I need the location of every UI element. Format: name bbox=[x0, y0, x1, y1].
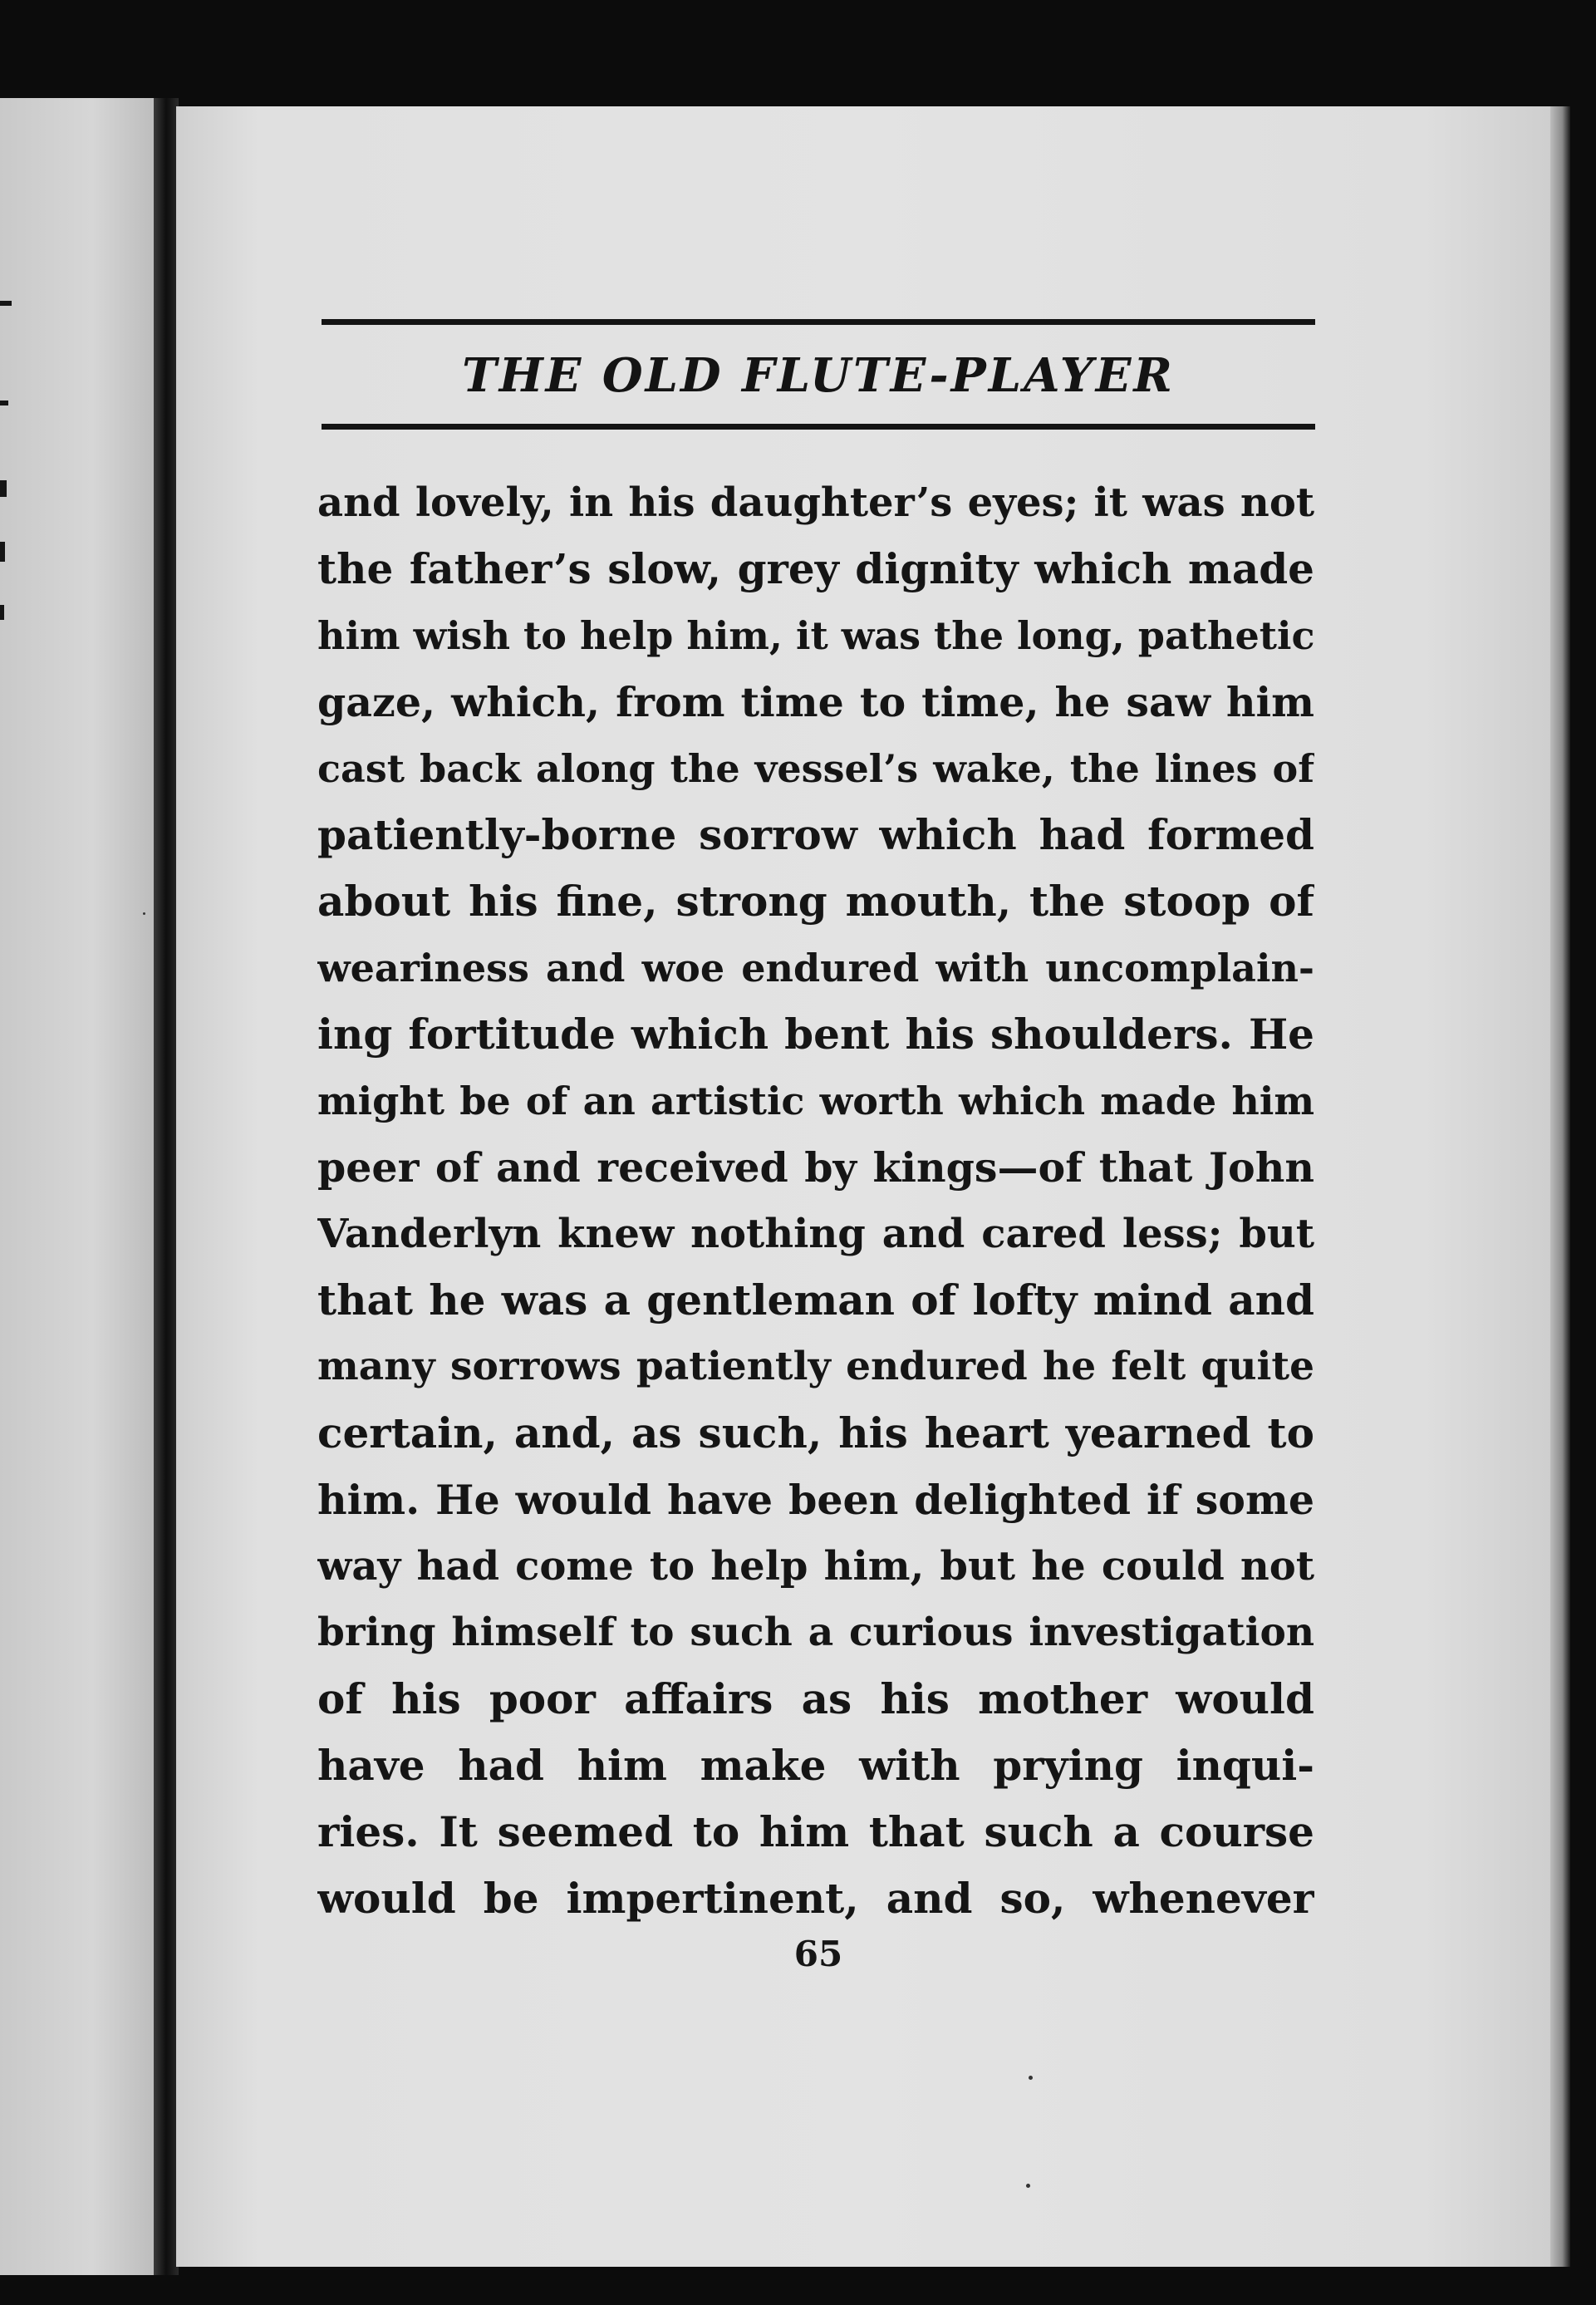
text-line: cast back along the vessel’s wake, the lines of bbox=[317, 746, 1314, 791]
text-line: many sorrows patiently endured he felt quite bbox=[317, 1344, 1314, 1389]
text-line: about his fine, strong mouth, the stoop of bbox=[317, 877, 1314, 926]
text-line: that he was a gentleman of lofty mind and bbox=[317, 1275, 1314, 1325]
paper-speck bbox=[1029, 2076, 1033, 2080]
paper-speck bbox=[143, 912, 145, 915]
previous-page-edge bbox=[0, 98, 154, 2275]
page-number: 65 bbox=[793, 1934, 843, 1974]
text-line: of his poor affairs as his mother would bbox=[317, 1674, 1314, 1723]
text-line: would be impertinent, and so, whenever bbox=[317, 1874, 1314, 1923]
previous-page-mark bbox=[0, 605, 4, 620]
text-line: ing fortitude which bent his shoulders. He bbox=[317, 1010, 1314, 1059]
previous-page-mark bbox=[0, 401, 8, 405]
previous-page-mark bbox=[0, 301, 12, 306]
page-right-edge bbox=[1550, 106, 1570, 2267]
text-line: weariness and woe endured with uncomplain- bbox=[317, 946, 1314, 990]
text-line: way had come to help him, but he could not bbox=[317, 1543, 1314, 1590]
running-head: THE OLD FLUTE-PLAYER bbox=[462, 348, 1175, 403]
previous-page-mark bbox=[0, 542, 5, 562]
text-line: have had him make with prying inqui- bbox=[317, 1741, 1314, 1790]
book-gutter bbox=[154, 98, 179, 2275]
header-rule-top bbox=[322, 319, 1315, 325]
body-text bbox=[317, 469, 1314, 1932]
text-line: him wish to help him, it was the long, pathetic bbox=[317, 613, 1314, 658]
text-line: and lovely, in his daughter’s eyes; it was not bbox=[317, 479, 1314, 526]
text-line: ries. It seemed to him that such a course bbox=[317, 1807, 1314, 1856]
header-rule-bottom bbox=[322, 424, 1315, 430]
text-line: certain, and, as such, his heart yearned to bbox=[317, 1408, 1314, 1457]
text-line: patiently-borne sorrow which had formed bbox=[317, 810, 1314, 859]
text-line: peer of and received by kings—of that John bbox=[317, 1143, 1314, 1192]
text-line: gaze, which, from time to time, he saw him bbox=[317, 678, 1314, 726]
text-line: the father’s slow, grey dignity which made bbox=[317, 544, 1314, 593]
previous-page-mark bbox=[0, 480, 7, 497]
text-line: might be of an artistic worth which made him bbox=[317, 1079, 1314, 1123]
text-line: bring himself to such a curious investigation bbox=[317, 1610, 1314, 1655]
text-line: Vanderlyn knew nothing and cared less; but bbox=[317, 1211, 1314, 1257]
paper-speck bbox=[1026, 2184, 1030, 2188]
text-line: him. He would have been delighted if some bbox=[317, 1476, 1314, 1524]
